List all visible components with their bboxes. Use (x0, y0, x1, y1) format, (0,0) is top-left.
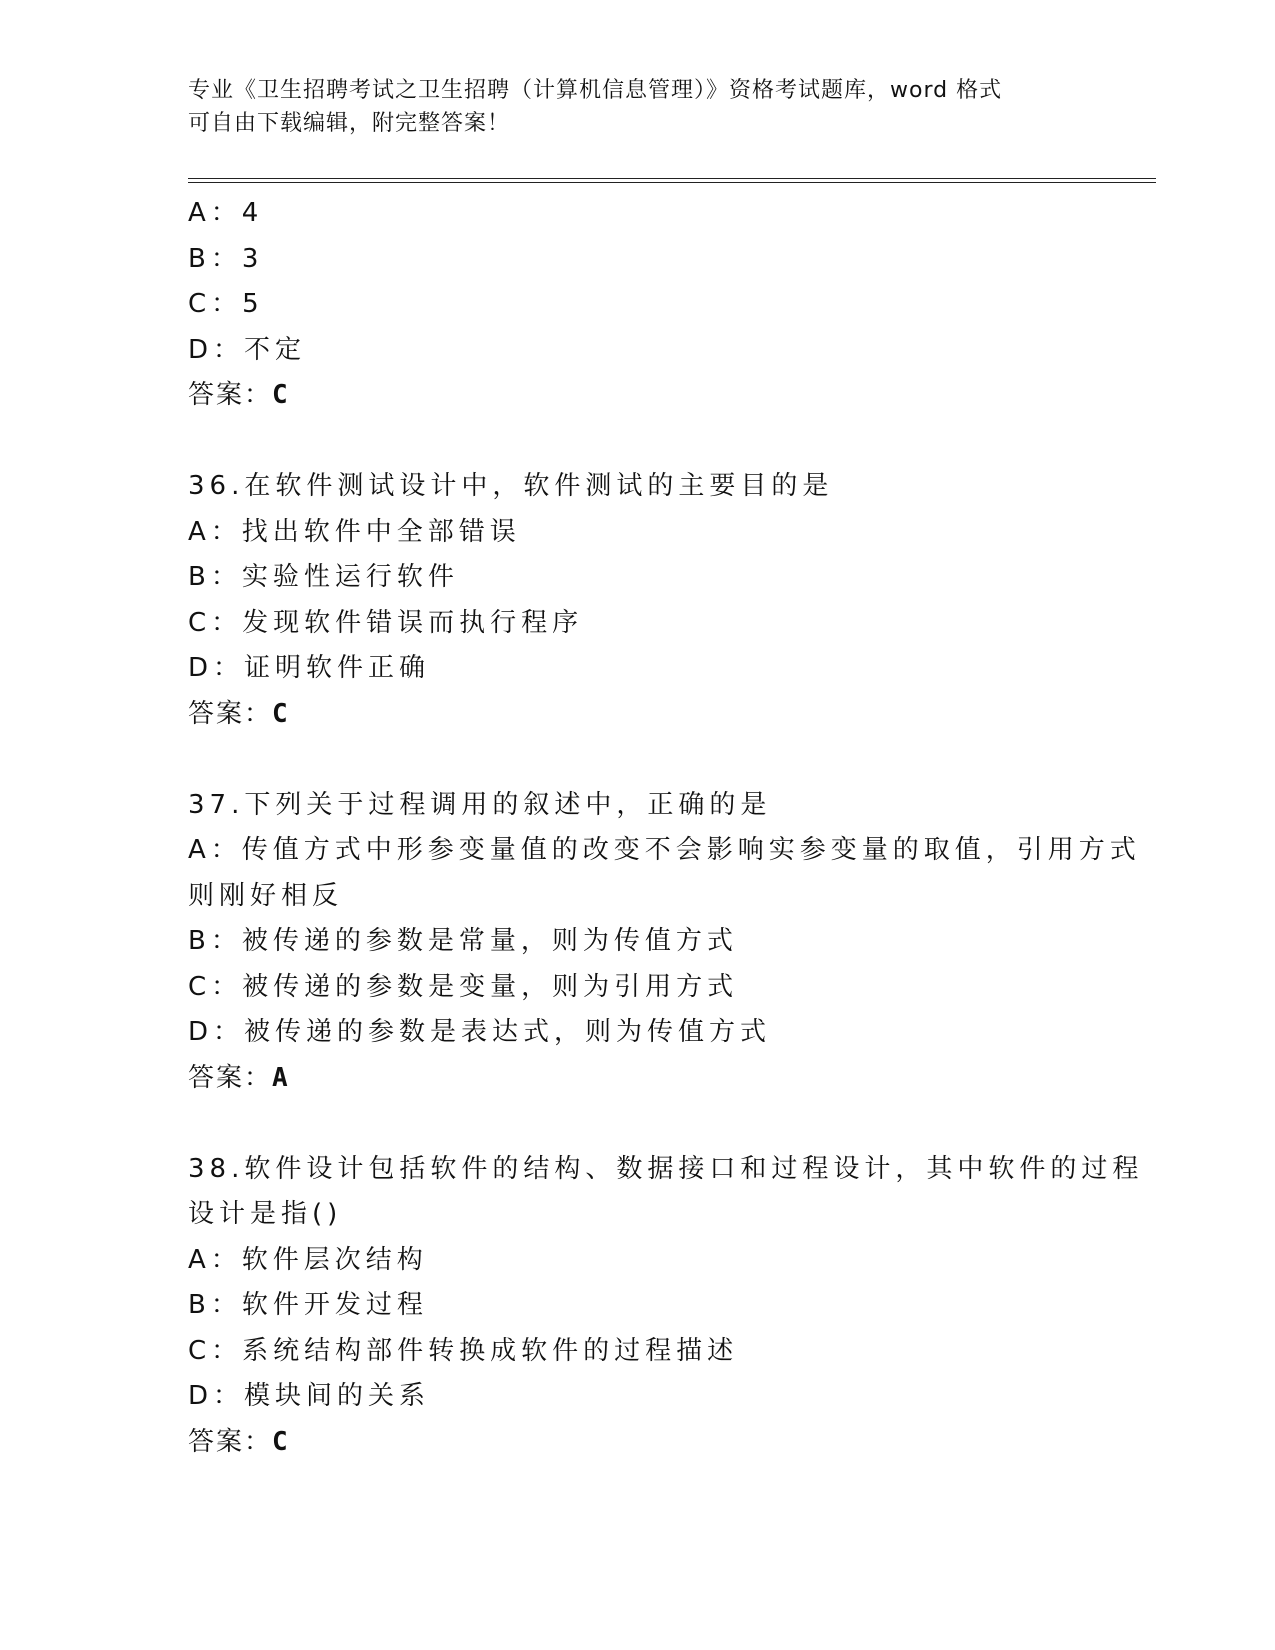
option-d: D：证明软件正确 (188, 653, 431, 683)
answer-line (188, 1420, 1088, 1466)
header-divider-top (188, 178, 1156, 179)
option-b: B：3 (188, 243, 264, 274)
answer-key: C (272, 380, 290, 410)
option-c: C：系统结构部件转换成软件的过程描述 (188, 1335, 739, 1366)
answer-line (188, 692, 1088, 738)
question-block-38 (188, 1147, 1144, 1466)
option-a: A：找出软件中全部错误 (188, 516, 521, 547)
option-b: B：实验性运行软件 (188, 562, 459, 592)
answer-label: 答案： (188, 380, 273, 410)
question-spacer (188, 419, 1088, 465)
option-a: A：传值方式中形参变量值的改变不会影响实参变量的取值，引用方式 (188, 835, 1141, 865)
header-divider-bottom (188, 182, 1156, 183)
option-c: C：5 (188, 289, 264, 319)
question-stem-continued: 设计是指() (188, 1199, 343, 1229)
answer-label: 答案： (188, 1426, 273, 1457)
question-stem: 38.软件设计包括软件的结构、数据接口和过程设计，其中软件的过程 (188, 1153, 1144, 1184)
answer-key: A (272, 1062, 290, 1093)
option-b: B：被传递的参数是常量，则为传值方式 (188, 926, 738, 956)
question-stem: 37.下列关于过程调用的叙述中，正确的是 (188, 789, 772, 820)
option-b: B：软件开发过程 (188, 1290, 428, 1320)
option-d: D：被传递的参数是表达式，则为传值方式 (188, 1017, 772, 1047)
header-line-1: 专业《卫生招聘考试之卫生招聘（计算机信息管理）》资格考试题库，word 格式 (188, 78, 1003, 103)
answer-key: C (272, 1426, 290, 1457)
option-c: C：发现软件错误而执行程序 (188, 607, 584, 638)
question-spacer (188, 1101, 1088, 1147)
answer-key: C (272, 698, 290, 729)
answer-label: 答案： (188, 1062, 273, 1093)
question-spacer (188, 737, 1088, 783)
document-header (188, 74, 1068, 140)
question-stem: 36.在软件测试设计中，软件测试的主要目的是 (188, 471, 834, 501)
option-d: D：不定 (188, 334, 307, 365)
answer-line (188, 1056, 1088, 1102)
question-block-37 (188, 783, 1141, 1102)
option-a-continued: 则刚好相反 (188, 880, 344, 911)
option-c: C：被传递的参数是变量，则为引用方式 (188, 971, 739, 1002)
question-block-35 (188, 191, 1088, 419)
option-d: D：模块间的关系 (188, 1381, 431, 1411)
option-a: A：4 (188, 198, 264, 228)
option-a: A：软件层次结构 (188, 1244, 428, 1275)
answer-line (188, 373, 1088, 419)
answer-label: 答案： (188, 698, 273, 729)
question-block-36 (188, 464, 1088, 737)
question-list (188, 191, 1144, 1465)
header-line-2: 可自由下载编辑，附完整答案！ (188, 111, 511, 136)
